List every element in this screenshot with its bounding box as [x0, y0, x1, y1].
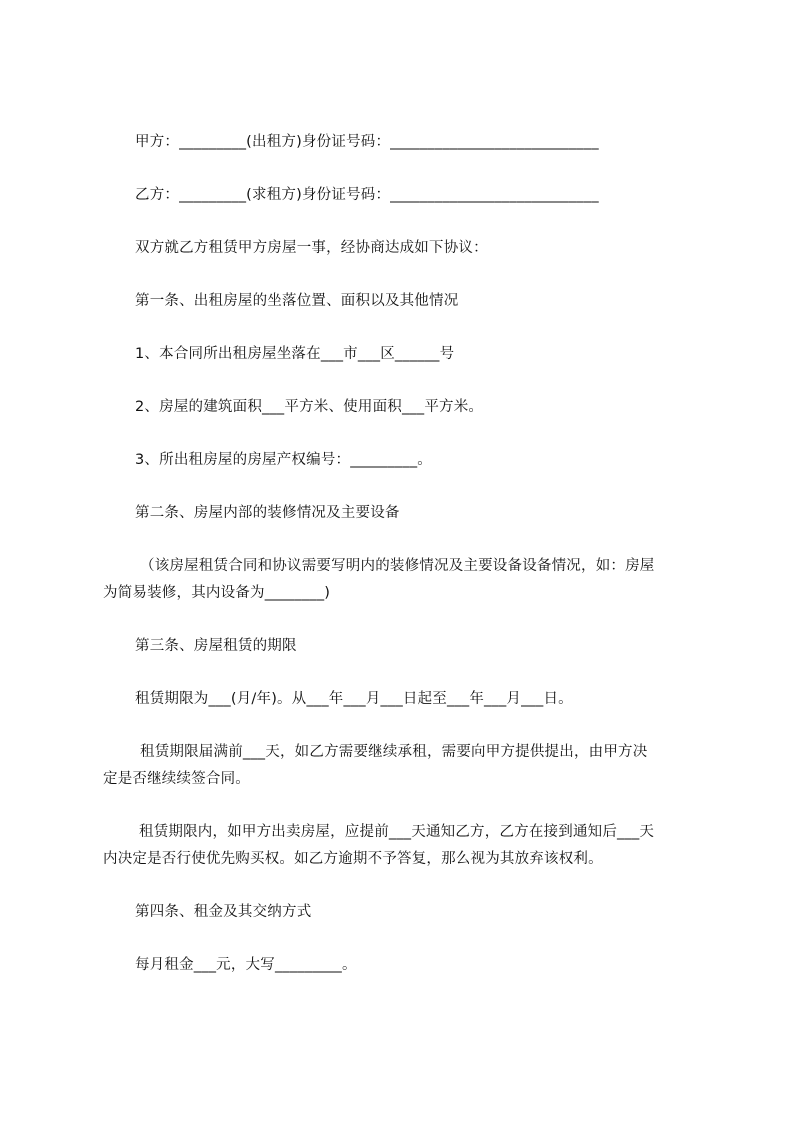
party-b-line: 乙方：_________(求租方)身份证号码：____________________________ [135, 187, 599, 203]
article-1-item-2: 2、房屋的建筑面积___平方米、使用面积___平方米。 [135, 399, 484, 415]
article-1-title: 第一条、出租房屋的坐落位置、面积以及其他情况 [135, 293, 459, 309]
article-1-item-3: 3、所出租房屋的房屋产权编号：_________。 [135, 452, 432, 468]
article-4-rent: 每月租金___元，大写_________。 [135, 957, 357, 973]
article-2-note-line-1: （该房屋租赁合同和协议需要写明内的装修情况及主要设备设备情况，如：房屋 [140, 558, 655, 574]
article-3-title: 第三条、房屋租赁的期限 [135, 638, 297, 654]
article-1-item-1: 1、本合同所出租房屋坐落在___市___区______号 [135, 346, 455, 362]
article-3-sale-line-1: 租赁期限内，如甲方出卖房屋，应提前___天通知乙方，乙方在接到通知后___天 [139, 824, 655, 840]
article-2-title: 第二条、房屋内部的装修情况及主要设备 [135, 505, 400, 521]
article-3-sale-line-2: 内决定是否行使优先购买权。如乙方逾期不予答复，那么视为其放弃该权利。 [103, 851, 603, 867]
article-2-note-line-2: 为简易装修，其内设备为________) [103, 585, 331, 601]
article-3-term: 租赁期限为___(月/年)。从___年___月___日起至___年___月___日。 [135, 691, 573, 707]
party-a-line: 甲方：_________(出租方)身份证号码：____________________________ [135, 134, 599, 150]
article-3-renew-line-1: 租赁期限届满前___天，如乙方需要继续承租，需要向甲方提供提出，由甲方决 [140, 744, 648, 760]
intro-paragraph: 双方就乙方租赁甲方房屋一事，经协商达成如下协议： [135, 240, 488, 256]
article-4-title: 第四条、租金及其交纳方式 [135, 904, 312, 920]
article-3-renew-line-2: 定是否继续续签合同。 [103, 771, 250, 787]
